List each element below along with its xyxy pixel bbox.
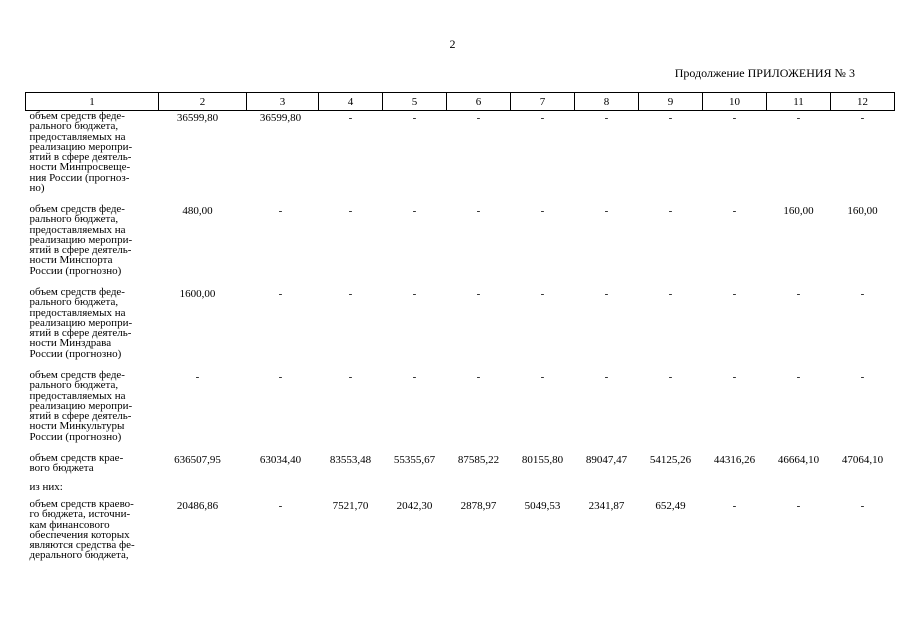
- table-cell: [159, 482, 247, 499]
- table-cell: 7521,70: [332, 500, 369, 512]
- table-cell: [511, 482, 575, 499]
- table-cell: [575, 482, 639, 499]
- table-cell: -: [348, 288, 353, 300]
- table-cell: -: [195, 371, 200, 383]
- table-cell: -: [860, 288, 865, 300]
- table-cell: 89047,47: [585, 454, 628, 466]
- table-cell: 83553,48: [329, 454, 372, 466]
- table-row: [26, 499, 895, 561]
- table-row: [26, 370, 895, 453]
- column-header: 4: [319, 93, 383, 111]
- table-cell: -: [732, 288, 737, 300]
- table-cell: -: [860, 371, 865, 383]
- table-cell: -: [796, 371, 801, 383]
- row-label: объем средств краево- го бюджета, источни- кам финансового обеспечения которых являются средства фе- дерального бюджета,: [29, 498, 135, 562]
- table-cell: -: [278, 288, 283, 300]
- table-cell: -: [796, 500, 801, 512]
- column-header: 3: [247, 93, 319, 111]
- table-cell: 46664,10: [777, 454, 820, 466]
- table-cell: 54125,26: [649, 454, 692, 466]
- table-cell: -: [604, 112, 609, 124]
- table-cell: -: [476, 112, 481, 124]
- table-cell: -: [540, 112, 545, 124]
- table-row: [26, 111, 895, 205]
- table-cell: -: [412, 205, 417, 217]
- table-cell: [447, 482, 511, 499]
- page-number: 2: [449, 37, 456, 51]
- table-cell: -: [348, 112, 353, 124]
- table-cell: -: [860, 112, 865, 124]
- table-cell: -: [412, 288, 417, 300]
- table-cell: 63034,40: [259, 454, 302, 466]
- table-cell: -: [668, 112, 673, 124]
- column-header: 11: [767, 93, 831, 111]
- table-cell: -: [540, 205, 545, 217]
- table-cell: [319, 482, 383, 499]
- column-header: 7: [511, 93, 575, 111]
- row-label: объем средств феде- рального бюджета, предоставляемых на реализацию меропри- ятий в сфере деятель- ности Минспорта России (прогнозно): [29, 203, 133, 277]
- data-table: [25, 92, 895, 561]
- table-cell: 80155,80: [521, 454, 564, 466]
- table-row: [26, 453, 895, 482]
- table-cell: -: [540, 288, 545, 300]
- table-cell: [703, 482, 767, 499]
- table-cell: -: [348, 371, 353, 383]
- row-label: объем средств крае- вого бюджета: [29, 452, 124, 475]
- table-cell: -: [668, 288, 673, 300]
- table-cell: 480,00: [182, 205, 213, 217]
- table-cell: 5049,53: [524, 500, 561, 512]
- table-cell: -: [796, 288, 801, 300]
- column-header: 9: [639, 93, 703, 111]
- table-cell: 44316,26: [713, 454, 756, 466]
- table-row: [26, 482, 895, 499]
- table-cell: [831, 482, 895, 499]
- table-cell: -: [732, 112, 737, 124]
- table-cell: 160,00: [847, 205, 878, 217]
- table-cell: -: [732, 205, 737, 217]
- column-header: 6: [447, 93, 511, 111]
- table-cell: 636507,95: [174, 454, 221, 466]
- table-cell: -: [604, 288, 609, 300]
- table-cell: -: [278, 205, 283, 217]
- table-cell: -: [476, 288, 481, 300]
- table-cell: 36599,80: [176, 112, 219, 124]
- table-cell: -: [348, 205, 353, 217]
- table-cell: 160,00: [783, 205, 814, 217]
- table-cell: 87585,22: [457, 454, 500, 466]
- table-cell: -: [604, 371, 609, 383]
- table-cell: 20486,86: [176, 500, 219, 512]
- table-cell: -: [412, 112, 417, 124]
- table-cell: -: [732, 371, 737, 383]
- table-cell: 55355,67: [393, 454, 436, 466]
- row-label: объем средств феде- рального бюджета, предоставляемых на реализацию меропри- ятий в сфере деятель- ности Минпросвеще- ния России (прогноз- но): [29, 110, 133, 195]
- row-label: объем средств феде- рального бюджета, предоставляемых на реализацию меропри- ятий в сфере деятель- ности Минкультуры России (прогнозно): [29, 369, 133, 443]
- column-header: 12: [831, 93, 895, 111]
- table-cell: 2878,97: [460, 500, 497, 512]
- table-cell: 652,49: [655, 500, 686, 512]
- table-cell: [639, 482, 703, 499]
- column-header: 10: [703, 93, 767, 111]
- table-cell: -: [278, 500, 283, 512]
- table-cell: -: [668, 205, 673, 217]
- table-cell: -: [278, 371, 283, 383]
- column-header: 2: [159, 93, 247, 111]
- table-cell: -: [860, 500, 865, 512]
- table-cell: -: [668, 371, 673, 383]
- table-cell: -: [412, 371, 417, 383]
- table-row: [26, 287, 895, 370]
- row-label: из них:: [29, 481, 63, 493]
- table-cell: -: [604, 205, 609, 217]
- table-cell: -: [476, 205, 481, 217]
- table-cell: -: [796, 112, 801, 124]
- table-cell: 1600,00: [179, 288, 216, 300]
- column-header: 1: [26, 93, 159, 111]
- table-cell: -: [540, 371, 545, 383]
- table-cell: 47064,10: [841, 454, 884, 466]
- table-row: [26, 204, 895, 287]
- table-cell: 36599,80: [259, 112, 302, 124]
- table-cell: 2042,30: [396, 500, 433, 512]
- table-cell: 2341,87: [588, 500, 625, 512]
- table-cell: -: [732, 500, 737, 512]
- table-header-row: [26, 93, 895, 111]
- column-header: 8: [575, 93, 639, 111]
- column-header: 5: [383, 93, 447, 111]
- row-label: объем средств феде- рального бюджета, предоставляемых на реализацию меропри- ятий в сфере деятель- ности Минздрава России (прогнозно): [29, 286, 133, 360]
- table-cell: [383, 482, 447, 499]
- table-cell: [247, 482, 319, 499]
- continuation-title: Продолжение ПРИЛОЖЕНИЯ № 3: [674, 66, 855, 80]
- table-cell: -: [476, 371, 481, 383]
- table-cell: [767, 482, 831, 499]
